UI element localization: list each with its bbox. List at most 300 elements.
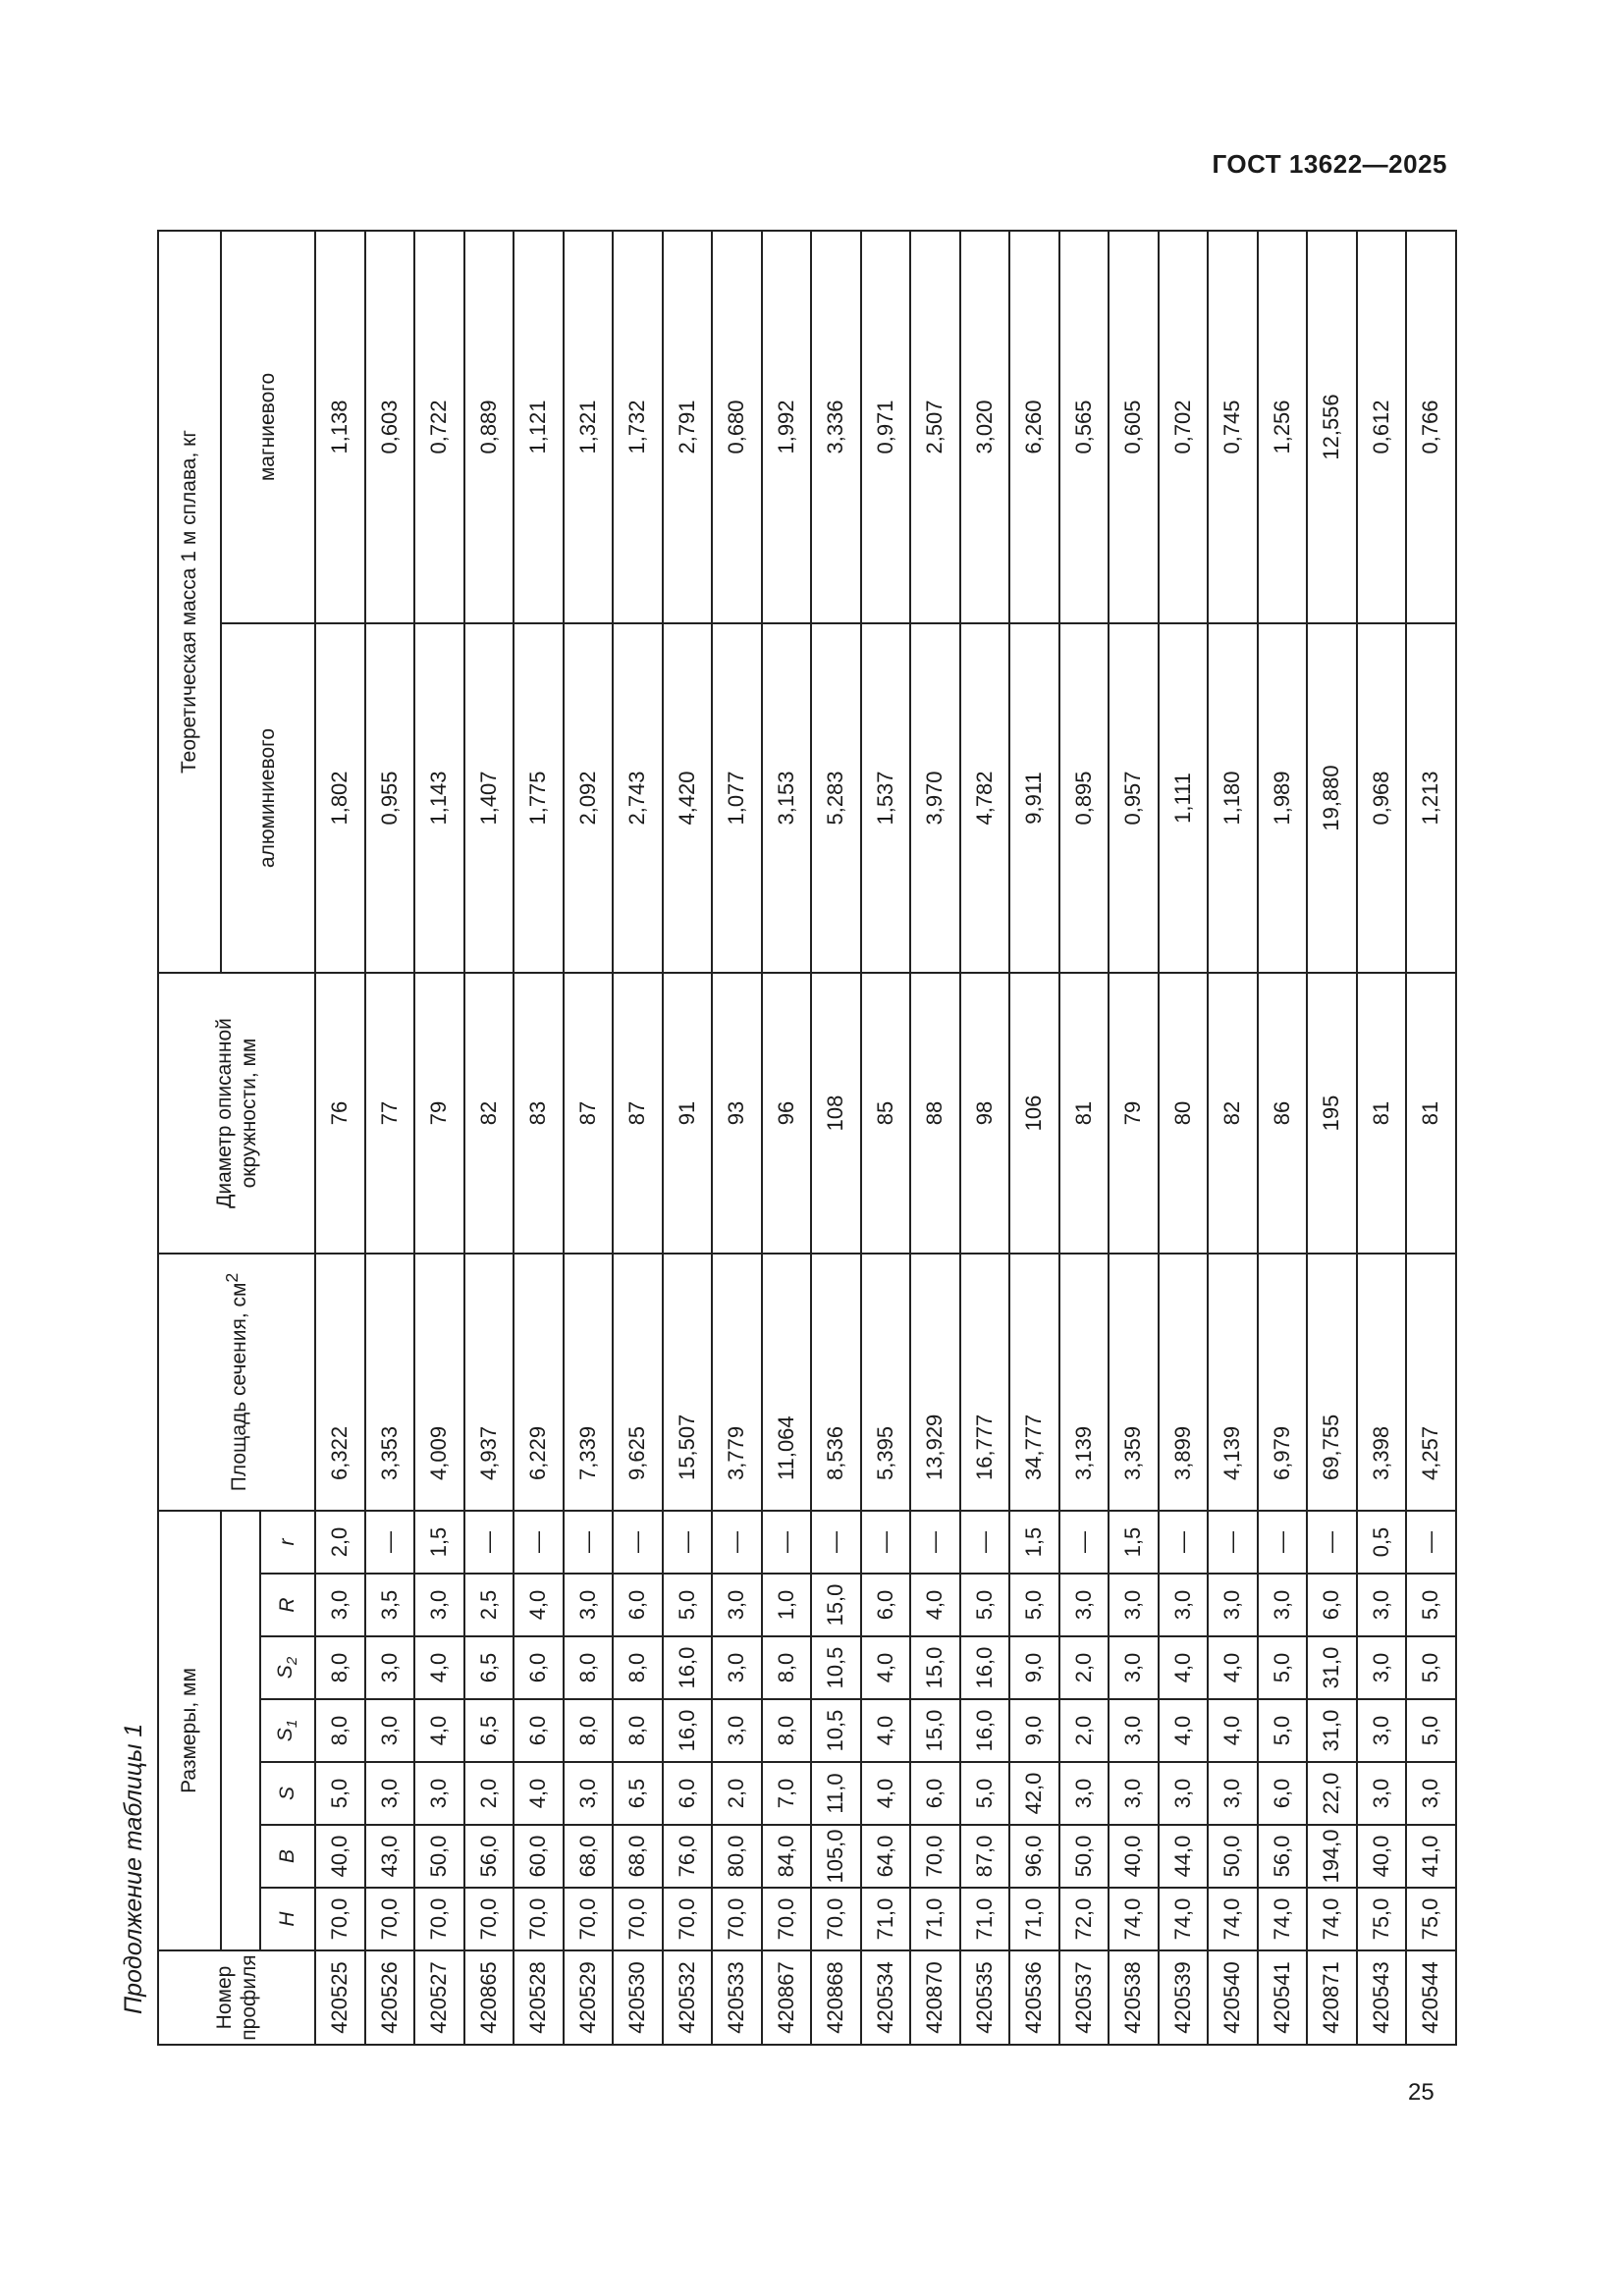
cell-area: 6,322 [315,1254,365,1511]
cell-area: 5,395 [861,1254,911,1511]
cell-mass-aluminum: 1,077 [712,623,762,973]
cell-mass-aluminum: 2,743 [613,623,663,973]
cell-area: 6,229 [514,1254,564,1511]
cell-S: 22,0 [1307,1762,1357,1825]
header-B: B [260,1825,315,1888]
cell-S1: 8,0 [613,1699,663,1762]
cell-profile-number: 420868 [811,1950,861,2045]
table-row [464,231,514,2045]
cell-R: 3,0 [1159,1574,1209,1636]
cell-r: — [663,1511,713,1574]
cell-profile-number: 420538 [1109,1950,1159,2045]
cell-S: 6,0 [1258,1762,1308,1825]
cell-diameter: 106 [1009,973,1059,1254]
cell-S2: 6,5 [464,1636,514,1699]
cell-mass-aluminum: 3,970 [910,623,960,973]
table-row [1357,231,1407,2045]
cell-B: 76,0 [663,1825,713,1888]
cell-H: 75,0 [1357,1888,1407,1950]
cell-mass-aluminum: 0,955 [365,623,415,973]
cell-R: 3,5 [365,1574,415,1636]
cell-S2: 8,0 [315,1636,365,1699]
cell-diameter: 81 [1357,973,1407,1254]
cell-S2: 3,0 [1109,1636,1159,1699]
cell-H: 70,0 [712,1888,762,1950]
cell-S1: 9,0 [1009,1699,1059,1762]
cell-S2: 5,0 [1258,1636,1308,1699]
cell-area: 6,979 [1258,1254,1308,1511]
cell-B: 68,0 [613,1825,663,1888]
cell-H: 75,0 [1406,1888,1456,1950]
cell-S1: 4,0 [1208,1699,1258,1762]
cell-diameter: 79 [414,973,464,1254]
cell-S2: 9,0 [1009,1636,1059,1699]
cell-diameter: 81 [1059,973,1110,1254]
cell-B: 40,0 [1357,1825,1407,1888]
cell-R: 3,0 [1059,1574,1110,1636]
cell-mass-aluminum: 0,968 [1357,623,1407,973]
cell-S2: 15,0 [910,1636,960,1699]
cell-R: 6,0 [1307,1574,1357,1636]
cell-H: 71,0 [960,1888,1010,1950]
cell-r: — [1307,1511,1357,1574]
cell-r: — [861,1511,911,1574]
cell-diameter: 93 [712,973,762,1254]
cell-R: 5,0 [960,1574,1010,1636]
cell-diameter: 91 [663,973,713,1254]
cell-H: 71,0 [1009,1888,1059,1950]
cell-R: 3,0 [1208,1574,1258,1636]
table-row [365,231,415,2045]
cell-r: — [762,1511,812,1574]
cell-profile-number: 420534 [861,1950,911,2045]
cell-R: 4,0 [910,1574,960,1636]
cell-profile-number: 420526 [365,1950,415,2045]
cell-area: 9,625 [613,1254,663,1511]
cell-S: 3,0 [1109,1762,1159,1825]
cell-profile-number: 420535 [960,1950,1010,2045]
cell-mass-magnesium: 0,766 [1406,231,1456,623]
cell-B: 87,0 [960,1825,1010,1888]
cell-B: 43,0 [365,1825,415,1888]
cell-diameter: 87 [564,973,614,1254]
cell-R: 15,0 [811,1574,861,1636]
table-row [663,231,713,2045]
header-dimensions-spacer [221,1511,260,1950]
table-body [315,231,1456,2045]
cell-B: 40,0 [1109,1825,1159,1888]
cell-B: 60,0 [514,1825,564,1888]
table-row [712,231,762,2045]
cell-area: 3,139 [1059,1254,1110,1511]
cell-H: 70,0 [514,1888,564,1950]
cell-profile-number: 420543 [1357,1950,1407,2045]
cell-S2: 3,0 [365,1636,415,1699]
cell-H: 70,0 [315,1888,365,1950]
cell-S: 3,0 [1406,1762,1456,1825]
cell-diameter: 108 [811,973,861,1254]
cell-r: — [365,1511,415,1574]
cell-mass-magnesium: 1,121 [514,231,564,623]
cell-S: 2,0 [464,1762,514,1825]
cell-mass-magnesium: 0,605 [1109,231,1159,623]
cell-mass-magnesium: 2,507 [910,231,960,623]
cell-mass-magnesium: 0,722 [414,231,464,623]
cell-r: — [811,1511,861,1574]
cell-diameter: 79 [1109,973,1159,1254]
cell-R: 6,0 [613,1574,663,1636]
cell-area: 11,064 [762,1254,812,1511]
header-area: Площадь сечения, $см^2$ [158,1254,315,1511]
cell-area: 16,777 [960,1254,1010,1511]
cell-S2: 4,0 [1159,1636,1209,1699]
cell-R: 5,0 [663,1574,713,1636]
cell-profile-number: 420527 [414,1950,464,2045]
cell-area: 3,398 [1357,1254,1407,1511]
cell-area: 13,929 [910,1254,960,1511]
cell-area: 3,353 [365,1254,415,1511]
cell-diameter: 85 [861,973,911,1254]
cell-r: 0,5 [1357,1511,1407,1574]
cell-R: 5,0 [1009,1574,1059,1636]
table-row [811,231,861,2045]
cell-S1: 3,0 [712,1699,762,1762]
cell-S: 6,0 [910,1762,960,1825]
cell-B: 41,0 [1406,1825,1456,1888]
cell-S1: 3,0 [1109,1699,1159,1762]
cell-S2: 8,0 [762,1636,812,1699]
cell-r: 1,5 [1109,1511,1159,1574]
cell-S: 4,0 [861,1762,911,1825]
cell-r: — [464,1511,514,1574]
cell-mass-magnesium: 0,603 [365,231,415,623]
header-magnesium: магниевого [221,231,315,623]
cell-profile-number: 420867 [762,1950,812,2045]
cell-B: 50,0 [1059,1825,1110,1888]
cell-B: 68,0 [564,1825,614,1888]
cell-mass-aluminum: 1,802 [315,623,365,973]
cell-profile-number: 420870 [910,1950,960,2045]
cell-mass-magnesium: 1,256 [1258,231,1308,623]
cell-r: — [613,1511,663,1574]
cell-mass-aluminum: 1,537 [861,623,911,973]
table-row [414,231,464,2045]
cell-mass-magnesium: 0,680 [712,231,762,623]
cell-r: — [712,1511,762,1574]
cell-B: 96,0 [1009,1825,1059,1888]
cell-profile-number: 420544 [1406,1950,1456,2045]
cell-mass-magnesium: 2,791 [663,231,713,623]
cell-r: — [1258,1511,1308,1574]
header-S: S [260,1762,315,1825]
cell-r: — [1208,1511,1258,1574]
cell-B: 40,0 [315,1825,365,1888]
cell-profile-number: 420529 [564,1950,614,2045]
cell-R: 3,0 [1109,1574,1159,1636]
cell-r: — [514,1511,564,1574]
cell-area: 3,779 [712,1254,762,1511]
cell-S2: 8,0 [613,1636,663,1699]
cell-diameter: 82 [464,973,514,1254]
cell-H: 74,0 [1258,1888,1308,1950]
cell-mass-aluminum: 1,213 [1406,623,1456,973]
cell-S: 5,0 [315,1762,365,1825]
table-row [514,231,564,2045]
cell-profile-number: 420541 [1258,1950,1308,2045]
cell-R: 1,0 [762,1574,812,1636]
cell-B: 84,0 [762,1825,812,1888]
cell-mass-magnesium: 1,732 [613,231,663,623]
cell-profile-number: 420537 [1059,1950,1110,2045]
cell-r: 2,0 [315,1511,365,1574]
cell-area: 3,899 [1159,1254,1209,1511]
table-row [1406,231,1456,2045]
cell-S: 7,0 [762,1762,812,1825]
cell-profile-number: 420540 [1208,1950,1258,2045]
cell-mass-aluminum: 1,407 [464,623,514,973]
cell-R: 6,0 [861,1574,911,1636]
cell-diameter: 88 [910,973,960,1254]
cell-S1: 5,0 [1406,1699,1456,1762]
cell-area: 3,359 [1109,1254,1159,1511]
cell-S1: 2,0 [1059,1699,1110,1762]
cell-area: 34,777 [1009,1254,1059,1511]
cell-mass-magnesium: 0,612 [1357,231,1407,623]
cell-profile-number: 420528 [514,1950,564,2045]
cell-H: 74,0 [1109,1888,1159,1950]
cell-S2: 5,0 [1406,1636,1456,1699]
cell-S: 4,0 [514,1762,564,1825]
cell-S1: 8,0 [762,1699,812,1762]
cell-B: 50,0 [414,1825,464,1888]
cell-H: 71,0 [861,1888,911,1950]
cell-mass-magnesium: 0,565 [1059,231,1110,623]
table-caption: Продолжение таблицы 1 [120,1723,147,2014]
cell-S2: 3,0 [712,1636,762,1699]
cell-mass-aluminum: 1,180 [1208,623,1258,973]
cell-mass-magnesium: 1,138 [315,231,365,623]
cell-H: 70,0 [663,1888,713,1950]
cell-r: 1,5 [1009,1511,1059,1574]
cell-H: 72,0 [1059,1888,1110,1950]
cell-S1: 5,0 [1258,1699,1308,1762]
cell-S: 3,0 [1357,1762,1407,1825]
cell-mass-aluminum: 1,111 [1159,623,1209,973]
cell-R: 2,5 [464,1574,514,1636]
header-S1: $S_1$ [260,1699,315,1762]
cell-S2: 3,0 [1357,1636,1407,1699]
rotated-table-container [157,232,1443,2046]
header-theoretical-mass: Теоретическая масса 1 м сплава, кг [158,231,221,973]
cell-R: 3,0 [414,1574,464,1636]
cell-H: 70,0 [613,1888,663,1950]
cell-diameter: 77 [365,973,415,1254]
cell-mass-aluminum: 5,283 [811,623,861,973]
cell-mass-magnesium: 1,992 [762,231,812,623]
cell-mass-aluminum: 4,782 [960,623,1010,973]
table-row [960,231,1010,2045]
table-row [613,231,663,2045]
cell-R: 4,0 [514,1574,564,1636]
table-row [1059,231,1110,2045]
cell-S: 3,0 [1059,1762,1110,1825]
header-aluminum: алюминиевого [221,623,315,973]
cell-mass-magnesium: 0,702 [1159,231,1209,623]
cell-B: 64,0 [861,1825,911,1888]
cell-S1: 8,0 [564,1699,614,1762]
cell-H: 74,0 [1307,1888,1357,1950]
cell-S1: 16,0 [663,1699,713,1762]
cell-mass-aluminum: 9,911 [1009,623,1059,973]
cell-H: 74,0 [1159,1888,1209,1950]
cell-S2: 8,0 [564,1636,614,1699]
cell-H: 70,0 [762,1888,812,1950]
header-dimensions: Размеры, мм [158,1511,221,1950]
cell-mass-aluminum: 3,153 [762,623,812,973]
cell-mass-magnesium: 1,321 [564,231,614,623]
cell-S2: 10,5 [811,1636,861,1699]
cell-B: 50,0 [1208,1825,1258,1888]
table-row [1159,231,1209,2045]
cell-S1: 15,0 [910,1699,960,1762]
cell-profile-number: 420536 [1009,1950,1059,2045]
cell-S1: 3,0 [365,1699,415,1762]
cell-S2: 6,0 [514,1636,564,1699]
cell-S1: 4,0 [861,1699,911,1762]
cell-r: 1,5 [414,1511,464,1574]
cell-H: 71,0 [910,1888,960,1950]
cell-S: 2,0 [712,1762,762,1825]
table-row [1208,231,1258,2045]
table-row [1258,231,1308,2045]
cell-r: — [1159,1511,1209,1574]
cell-H: 70,0 [564,1888,614,1950]
cell-H: 70,0 [414,1888,464,1950]
cell-S1: 4,0 [1159,1699,1209,1762]
cell-S1: 6,0 [514,1699,564,1762]
cell-S1: 10,5 [811,1699,861,1762]
cell-S: 3,0 [414,1762,464,1825]
header-r: r [260,1511,315,1574]
cell-r: — [1406,1511,1456,1574]
cell-mass-aluminum: 1,989 [1258,623,1308,973]
cell-S2: 16,0 [663,1636,713,1699]
cell-S1: 8,0 [315,1699,365,1762]
header-profile-number: Номер профиля [158,1950,315,2045]
cell-r: — [1059,1511,1110,1574]
table-row [1307,231,1357,2045]
cell-diameter: 83 [514,973,564,1254]
cell-B: 80,0 [712,1825,762,1888]
cell-B: 44,0 [1159,1825,1209,1888]
cell-diameter: 195 [1307,973,1357,1254]
cell-B: 194,0 [1307,1825,1357,1888]
cell-mass-magnesium: 0,971 [861,231,911,623]
table-row [762,231,812,2045]
cell-profile-number: 420865 [464,1950,514,2045]
cell-S: 3,0 [564,1762,614,1825]
cell-S: 3,0 [1159,1762,1209,1825]
cell-S1: 16,0 [960,1699,1010,1762]
cell-diameter: 98 [960,973,1010,1254]
cell-S: 6,0 [663,1762,713,1825]
cell-area: 4,257 [1406,1254,1456,1511]
cell-r: — [960,1511,1010,1574]
cell-S2: 31,0 [1307,1636,1357,1699]
header-circumscribed-diameter: Диаметр описанной окружности, мм [158,973,315,1254]
cell-S: 11,0 [811,1762,861,1825]
cell-S2: 4,0 [861,1636,911,1699]
cell-R: 3,0 [564,1574,614,1636]
cell-mass-magnesium: 0,889 [464,231,514,623]
cell-area: 7,339 [564,1254,614,1511]
cell-B: 105,0 [811,1825,861,1888]
cell-diameter: 80 [1159,973,1209,1254]
cell-S2: 2,0 [1059,1636,1110,1699]
cell-R: 5,0 [1406,1574,1456,1636]
header-H: H [260,1888,315,1950]
cell-profile-number: 420530 [613,1950,663,2045]
cell-S: 3,0 [1208,1762,1258,1825]
cell-r: — [910,1511,960,1574]
cell-area: 15,507 [663,1254,713,1511]
cell-diameter: 76 [315,973,365,1254]
cell-mass-magnesium: 3,020 [960,231,1010,623]
table-row [861,231,911,2045]
cell-profile-number: 420525 [315,1950,365,2045]
cell-mass-magnesium: 12,556 [1307,231,1357,623]
cell-r: — [564,1511,614,1574]
cell-mass-magnesium: 6,260 [1009,231,1059,623]
cell-profile-number: 420533 [712,1950,762,2045]
header-area-superscript: 2 [221,1272,242,1283]
cell-diameter: 81 [1406,973,1456,1254]
table-row [1009,231,1059,2045]
cell-H: 70,0 [811,1888,861,1950]
cell-S: 6,5 [613,1762,663,1825]
profiles-table [157,230,1457,2046]
cell-mass-aluminum: 0,957 [1109,623,1159,973]
cell-profile-number: 420871 [1307,1950,1357,2045]
cell-mass-aluminum: 19,880 [1307,623,1357,973]
cell-S1: 3,0 [1357,1699,1407,1762]
cell-S: 42,0 [1009,1762,1059,1825]
cell-diameter: 82 [1208,973,1258,1254]
cell-diameter: 87 [613,973,663,1254]
cell-area: 4,139 [1208,1254,1258,1511]
cell-R: 3,0 [315,1574,365,1636]
cell-area: 4,009 [414,1254,464,1511]
cell-mass-aluminum: 2,092 [564,623,614,973]
cell-area: 69,755 [1307,1254,1357,1511]
cell-H: 74,0 [1208,1888,1258,1950]
header-S2: $S_2$ [260,1636,315,1699]
cell-mass-magnesium: 0,745 [1208,231,1258,623]
cell-area: 8,536 [811,1254,861,1511]
cell-profile-number: 420539 [1159,1950,1209,2045]
cell-S: 5,0 [960,1762,1010,1825]
cell-S1: 31,0 [1307,1699,1357,1762]
table-row [1109,231,1159,2045]
cell-S2: 4,0 [1208,1636,1258,1699]
cell-R: 3,0 [1357,1574,1407,1636]
table-row [315,231,365,2045]
header-R: R [260,1574,315,1636]
cell-mass-aluminum: 0,895 [1059,623,1110,973]
table-row [910,231,960,2045]
cell-diameter: 86 [1258,973,1308,1254]
cell-mass-aluminum: 1,775 [514,623,564,973]
